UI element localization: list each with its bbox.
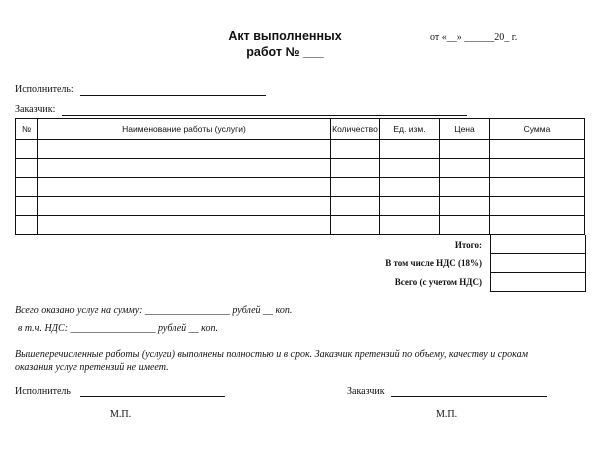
seal-placeholder-left: М.П.: [110, 409, 132, 420]
completion-statement-line2: оказания услуг претензий не имеет.: [15, 362, 169, 373]
table-cell[interactable]: [16, 178, 38, 197]
table-row: [16, 197, 585, 216]
table-cell[interactable]: [440, 159, 490, 178]
table-cell[interactable]: [440, 178, 490, 197]
table-header-row: [16, 119, 585, 140]
document-number-line: работ № ___: [246, 45, 324, 59]
customer-label: Заказчик:: [15, 104, 56, 115]
table-cell[interactable]: [38, 197, 331, 216]
table-cell[interactable]: [16, 197, 38, 216]
table-cell[interactable]: [490, 140, 585, 159]
executor-field[interactable]: [80, 95, 266, 96]
customer-signature-field[interactable]: [391, 396, 547, 397]
col-name-header: Наименование работы (услуги): [38, 119, 331, 140]
col-quantity-header: Количество: [331, 119, 380, 140]
table-cell[interactable]: [331, 140, 380, 159]
customer-field[interactable]: [62, 115, 467, 116]
seal-placeholder-right: М.П.: [436, 409, 458, 420]
vat-sum-line: в т.ч. НДС: _________________ рублей __ коп.: [18, 323, 218, 334]
table-cell[interactable]: [490, 159, 585, 178]
executor-signature-field[interactable]: [80, 396, 225, 397]
table-cell[interactable]: [16, 159, 38, 178]
col-unit-header: Ед. изм.: [380, 119, 440, 140]
table-cell[interactable]: [331, 216, 380, 235]
table-cell[interactable]: [38, 216, 331, 235]
table-cell[interactable]: [440, 216, 490, 235]
table-cell[interactable]: [16, 216, 38, 235]
total-label: Итого:: [454, 240, 482, 250]
table-cell[interactable]: [331, 197, 380, 216]
table-cell[interactable]: [490, 216, 585, 235]
table-cell[interactable]: [16, 140, 38, 159]
table-cell[interactable]: [490, 178, 585, 197]
col-price-header: Цена: [440, 119, 490, 140]
total-value-box[interactable]: [490, 235, 586, 254]
services-sum-line: Всего оказано услуг на сумму: _________________ рублей __ коп.: [15, 305, 293, 316]
table-cell[interactable]: [331, 159, 380, 178]
table-cell[interactable]: [331, 178, 380, 197]
table-row: [16, 140, 585, 159]
table-cell[interactable]: [38, 159, 331, 178]
table-cell[interactable]: [380, 178, 440, 197]
table-cell[interactable]: [490, 197, 585, 216]
col-sum-header: Сумма: [490, 119, 585, 140]
completion-statement-line1: Вышеперечисленные работы (услуги) выполнены полностью и в срок. Заказчик претензий по объему, качеству и срокам: [15, 349, 528, 360]
customer-signature-label: Заказчик: [347, 386, 385, 397]
total-with-vat-value-box[interactable]: [490, 273, 586, 292]
table-cell[interactable]: [380, 216, 440, 235]
works-table: [15, 118, 585, 235]
table-cell[interactable]: [380, 159, 440, 178]
total-with-vat-label: Всего (с учетом НДС): [394, 277, 482, 287]
table-row: [16, 159, 585, 178]
executor-signature-label: Исполнитель: [15, 386, 71, 397]
table-row: [16, 178, 585, 197]
table-cell[interactable]: [380, 140, 440, 159]
col-number-header: №: [16, 119, 38, 140]
date-line: от «__» ______20_ г.: [430, 32, 518, 43]
table-cell[interactable]: [38, 178, 331, 197]
table-cell[interactable]: [440, 140, 490, 159]
table-cell[interactable]: [380, 197, 440, 216]
vat-value-box[interactable]: [490, 254, 586, 273]
table-row: [16, 216, 585, 235]
table-cell[interactable]: [38, 140, 331, 159]
vat-label: В том числе НДС (18%): [385, 258, 482, 268]
document-title: Акт выполненных: [228, 29, 342, 43]
table-cell[interactable]: [440, 197, 490, 216]
executor-label: Исполнитель:: [15, 84, 74, 95]
